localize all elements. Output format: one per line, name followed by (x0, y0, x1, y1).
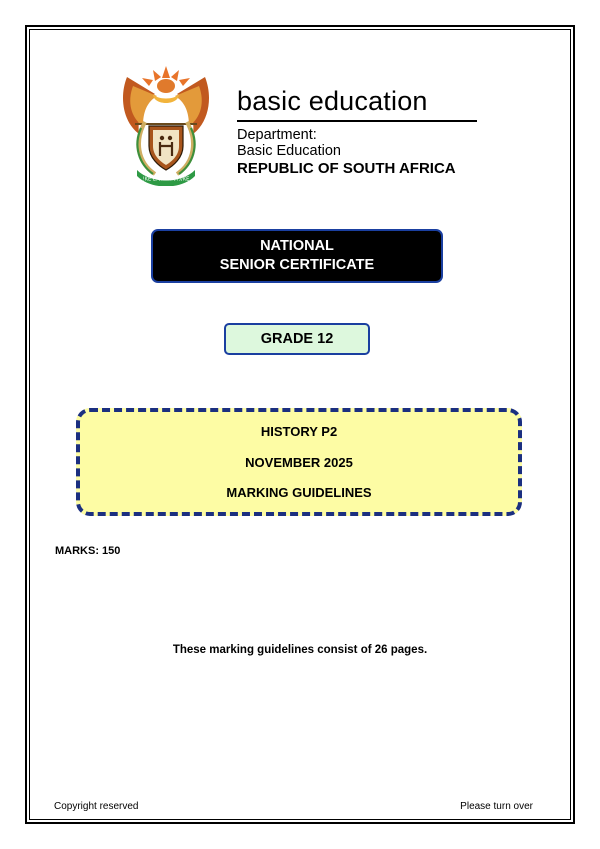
country-name: REPUBLIC OF SOUTH AFRICA (237, 160, 456, 177)
page-count-note: These marking guidelines consist of 26 pages. (172, 644, 428, 656)
org-title: basic education (237, 86, 428, 116)
grade-label: GRADE 12 (260, 331, 334, 347)
exam-doc-type: MARKING GUIDELINES (226, 485, 372, 500)
certificate-box (151, 229, 443, 283)
department-label: Department: (237, 127, 317, 143)
exam-subject: HISTORY P2 (260, 424, 338, 439)
department-name: Basic Education (237, 143, 341, 159)
motto-text: !KE E: /XARRA //KE (142, 176, 190, 183)
footer-copyright: Copyright reserved (54, 801, 139, 812)
exam-details-box (76, 408, 522, 516)
header-rule (237, 120, 477, 122)
grade-box (224, 323, 370, 355)
certificate-line1: NATIONAL (260, 238, 334, 254)
marks-total: MARKS: 150 (55, 545, 121, 557)
exam-session: NOVEMBER 2025 (245, 454, 353, 470)
coat-of-arms-icon (115, 62, 217, 186)
footer-turn-over: Please turn over (460, 801, 533, 812)
certificate-line2: SENIOR CERTIFICATE (219, 257, 375, 273)
